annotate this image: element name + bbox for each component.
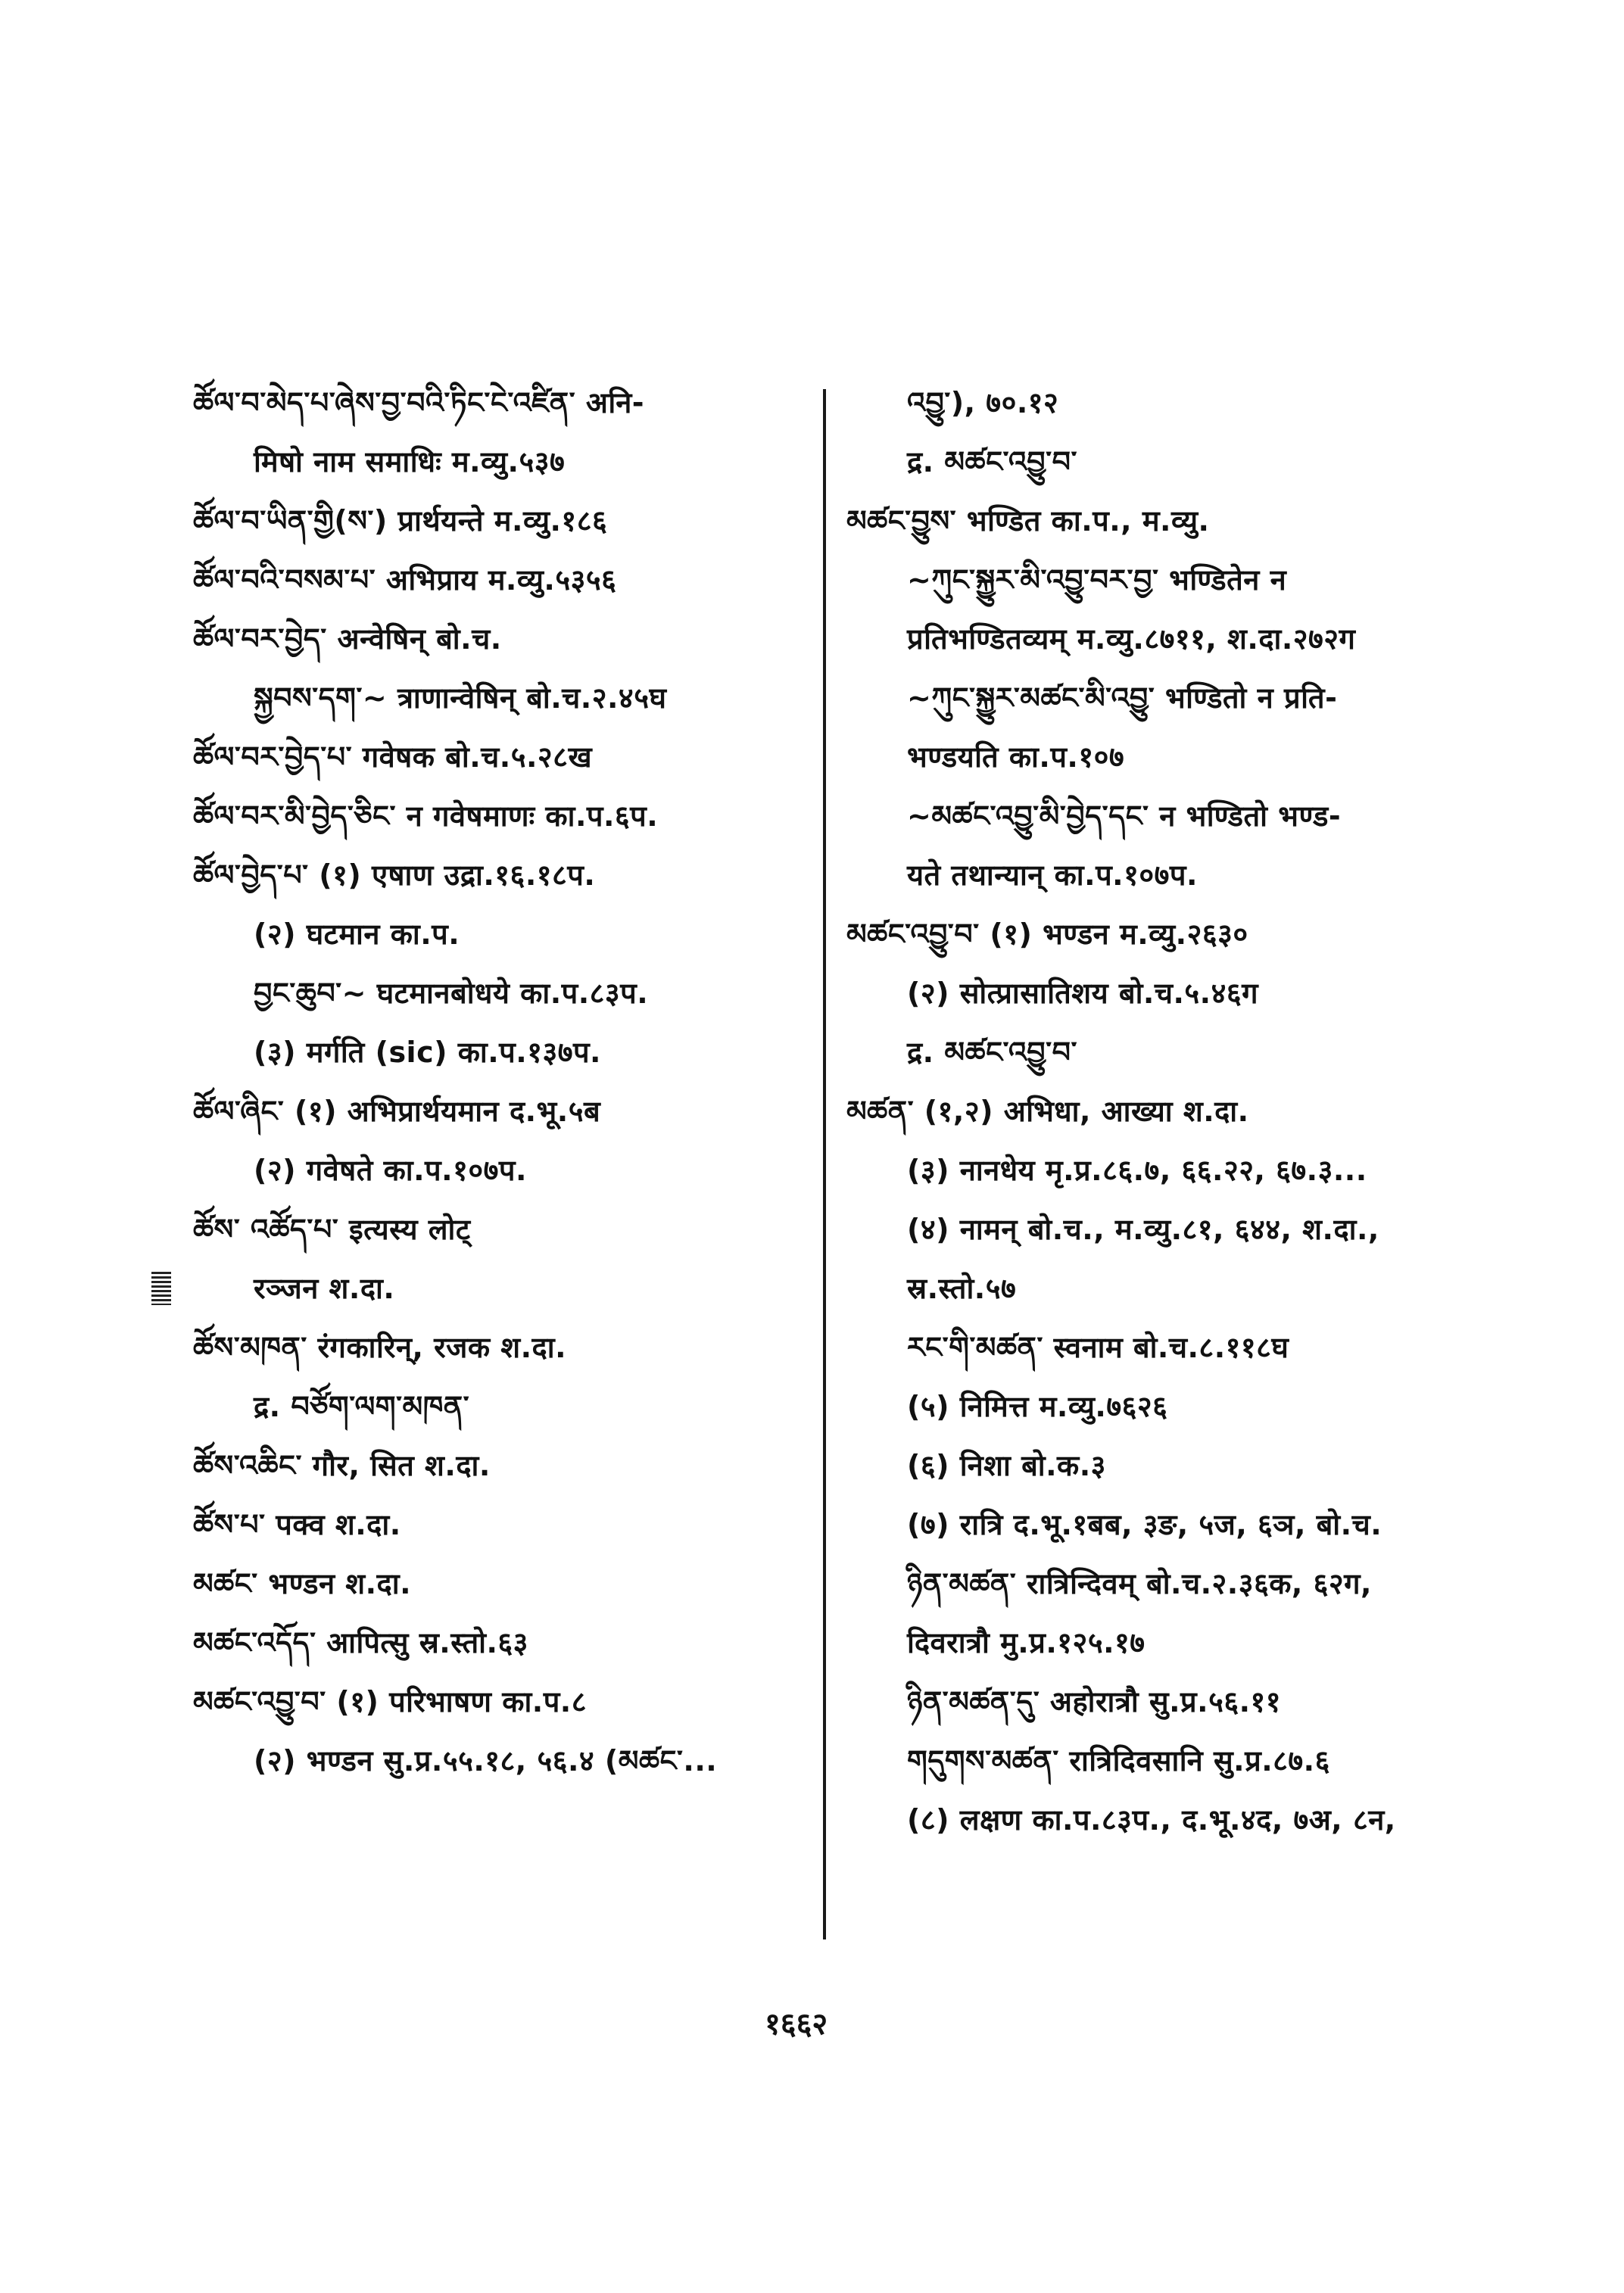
entry-line: (४) नामन् बो.च., म.व्यु.८१, ६४४, श.दा., <box>907 1213 1379 1246</box>
entry-line: (२) गवेषते का.प.१०७प. <box>254 1154 527 1187</box>
entry-line: མཚང་འདོད་ आपित्सु स्र.स्तो.६३ <box>193 1626 528 1659</box>
entry-line: མཚང་ भण्डन श.दा. <box>193 1567 412 1600</box>
entry-line: (६) निशा बो.क.३ <box>907 1449 1106 1482</box>
entry-line: ~མཚང་འབྱུ་མི་བྱེད་དང་ न भण्डितो भण्ड- <box>907 799 1342 833</box>
entry-line: ཉིན་མཚན་ रात्रिन्दिवम् बो.च.२.३६क, ६२ग, <box>907 1567 1372 1600</box>
entry-line: ཚོལ་བ་མེད་པ་ཞེས་བྱ་བའི་ཏིང་ངེ་འཛིན་ अनि- <box>193 386 645 419</box>
entry-line: ཚོལ་བར་བྱེད་ अन्वेषिन् बो.च. <box>193 622 502 656</box>
margin-mark <box>151 1272 171 1305</box>
entry-line: रञ्जन श.दा. <box>254 1272 395 1305</box>
entry-line: मिषो नाम समाधिः म.व्यु.५३७ <box>254 445 566 478</box>
entry-line: (५) निमित्त म.व्यु.७६२६ <box>907 1390 1168 1423</box>
entry-line: ཚོས་ འཚོད་པ་ इत्यस्य लोट् <box>193 1213 471 1246</box>
entry-line: (२) भण्डन सु.प्र.५५.१८, ५६.४ (མཚང་... <box>254 1744 718 1777</box>
entry-line: भण्डयति का.प.१०७ <box>907 740 1125 774</box>
entry-line: གདུགས་མཚན་ रात्रिदिवसानि सु.प्र.८७.६ <box>907 1744 1330 1777</box>
entry-line: (२) सोत्प्रासातिशय बो.च.५.४६ग <box>907 977 1259 1010</box>
entry-line: ཚོལ་ཞིང་ (१) अभिप्रार्थयमान द.भू.५ब <box>193 1095 601 1128</box>
entry-line: दिवरात्रौ मु.प्र.१२५.१७ <box>907 1626 1146 1659</box>
entry-line: མཚང་བྱུས་ भण्डित का.प., म.व्यु. <box>846 504 1210 537</box>
entry-line: ~ཀུང་སྐྱུར་མི་འབྱུ་བར་བྱ་ भण्डितेन न <box>907 563 1287 597</box>
entry-line: ~ཀུང་སྐྱུར་མཚང་མི་འབྱུ་ भण्डितो न प्रति- <box>907 681 1338 715</box>
entry-line: (३) नानधेय मृ.प्र.८६.७, ६६.२२, ६७.३... <box>907 1154 1367 1187</box>
entry-line: ཚོལ་བར་བྱེད་པ་ गवेषक बो.च.५.२८ख <box>193 740 593 774</box>
entry-line: འབྱུ་), ७०.१२ <box>907 386 1059 419</box>
entry-line: ཚོས་མཁན་ रंगकारिन्, रजक श.दा. <box>193 1331 567 1364</box>
column-divider <box>823 389 826 1939</box>
entry-line: स्र.स्तो.५७ <box>907 1272 1017 1305</box>
entry-line: (२) घटमान का.प. <box>254 918 460 951</box>
entry-line: མཚན་ (१,२) अभिधा, आख्या श.दा. <box>846 1095 1249 1128</box>
entry-line: བྱང་ཆུབ་~ घटमानबोधये का.प.८३प. <box>254 977 649 1010</box>
entry-line: प्रतिभण्डितव्यम् म.व्यु.८७११, श.दा.२७२ग <box>907 622 1356 656</box>
entry-line: द्र. མཚང་འབྱུ་བ་ <box>907 1036 1077 1069</box>
entry-line: ཚོལ་བ་ཡིན་གྱི(ས་) प्रार्थयन्ते म.व्यु.१८६ <box>193 504 608 537</box>
entry-line: སྐྱབས་དག་~ त्राणान्वेषिन् बो.च.२.४५घ <box>254 681 667 715</box>
entry-line: द्र. བཙོག་ལག་མཁན་ <box>254 1390 470 1423</box>
entry-line: (८) लक्षण का.प.८३प., द.भू.४द, ७अ, ८न, <box>907 1803 1396 1837</box>
entry-line: (७) रात्रि द.भू.१बब, ३ङ, ५ज, ६ञ, बो.च. <box>907 1508 1382 1541</box>
entry-line: (३) मर्गति (sic) का.प.१३७प. <box>254 1036 601 1069</box>
entry-line: ཚོས་པ་ पक्व श.दा. <box>193 1508 401 1541</box>
entry-line: རང་གི་མཚན་ स्वनाम बो.च.८.११८घ <box>907 1331 1289 1364</box>
entry-line: མཚང་འབྱུ་བ་ (१) परिभाषण का.प.८ <box>193 1685 588 1718</box>
entry-line: ཚོལ་བར་མི་བྱེད་ཅིང་ न गवेषमाणः का.प.६प. <box>193 799 659 833</box>
page-number: १६६२ <box>765 2007 828 2042</box>
entry-line: མཚང་འབྱུ་བ་ (१) भण्डन म.व्यु.२६३० <box>846 918 1248 951</box>
entry-line: ཚོས་འཆིང་ गौर, सित श.दा. <box>193 1449 491 1482</box>
entry-line: यते तथान्यान् का.प.१०७प. <box>907 858 1198 892</box>
entry-line: ཚོལ་བའི་བསམ་པ་ अभिप्राय म.व्यु.५३५६ <box>193 563 617 597</box>
entry-line: ཚོལ་བྱེད་པ་ (१) एषाण उद्रा.१६.१८प. <box>193 858 596 892</box>
entry-line: द्र. མཚང་འབྱུ་བ་ <box>907 445 1077 478</box>
entry-line: ཉིན་མཚན་དུ་ अहोरात्रौ सु.प्र.५६.११ <box>907 1685 1282 1718</box>
